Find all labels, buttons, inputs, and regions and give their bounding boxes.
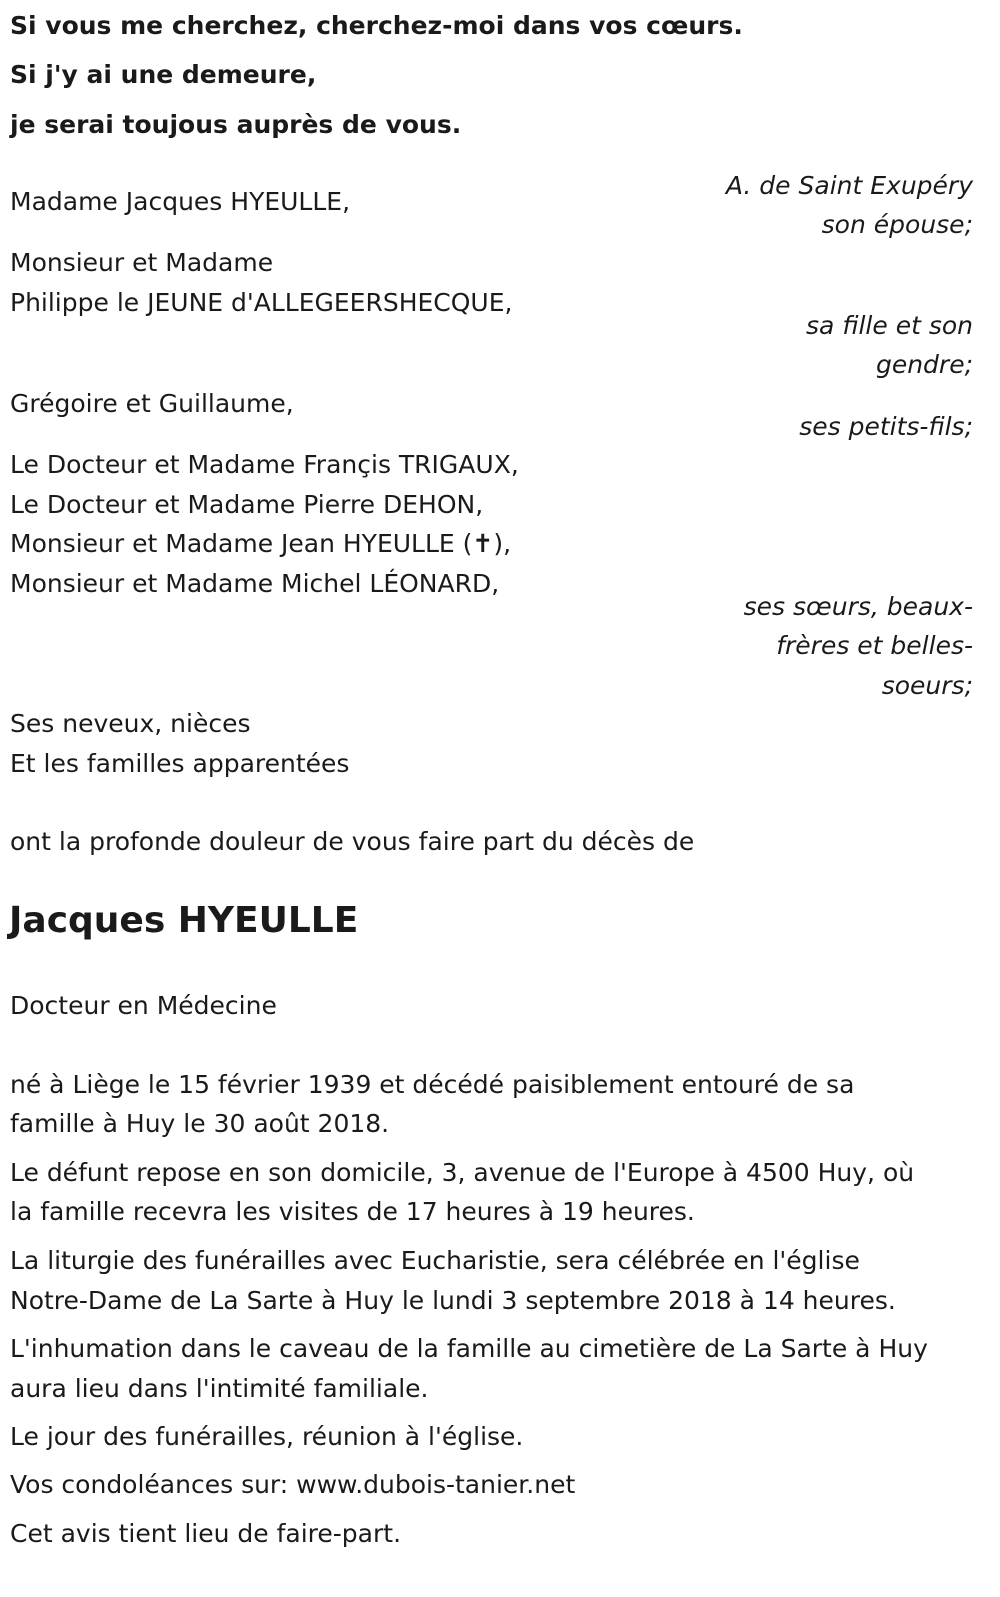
deceased-title: Docteur en Médecine <box>10 991 277 1020</box>
sibling-line-3: Monsieur et Madame Jean HYEULLE (✝), <box>10 529 512 558</box>
daughter-line-1: Monsieur et Madame <box>10 248 274 277</box>
meeting-line: Le jour des funérailles, réunion à l'église. <box>10 1422 524 1451</box>
deceased-name: Jacques HYEULLE <box>9 900 359 941</box>
sibling-line-2: Le Docteur et Madame Pierre DEHON, <box>10 490 484 519</box>
birth-line-1: né à Liège le 15 février 1939 et décédé paisiblement entouré de sa <box>10 1070 855 1099</box>
sibling-line-1: Le Docteur et Madame Françis TRIGAUX, <box>10 450 519 479</box>
siblings-role-line-3: soeurs; <box>881 671 973 700</box>
grandsons: Grégoire et Guillaume, <box>10 389 294 418</box>
grandsons-role: ses petits-fils; <box>799 412 973 441</box>
poem-author: A. de Saint Exupéry <box>725 171 973 200</box>
relatives-line-2: Et les familles apparentées <box>10 749 350 778</box>
repose-line-2: la famille recevra les visites de 17 heures à 19 heures. <box>10 1197 695 1226</box>
poem-line-1: Si vous me cherchez, cherchez-moi dans vos cœurs. <box>10 11 743 40</box>
daughter-line-2: Philippe le JEUNE d'ALLEGEERSHECQUE, <box>10 288 513 317</box>
poem-line-3: je serai toujous auprès de vous. <box>10 110 462 139</box>
sibling-line-4: Monsieur et Madame Michel LÉONARD, <box>10 569 500 598</box>
relatives-line-1: Ses neveux, nièces <box>10 709 251 738</box>
notice-line: Cet avis tient lieu de faire-part. <box>10 1519 402 1548</box>
burial-line-2: aura lieu dans l'intimité familiale. <box>10 1374 429 1403</box>
siblings-role-line-2: frères et belles- <box>776 631 973 660</box>
daughter-role-line-1: sa fille et son <box>806 311 973 340</box>
poem-line-2: Si j'y ai une demeure, <box>10 60 317 89</box>
siblings-role-line-1: ses sœurs, beaux- <box>743 592 973 621</box>
condolences-line: Vos condoléances sur: www.dubois-tanier.net <box>10 1470 576 1499</box>
daughter-role-line-2: gendre; <box>875 350 973 379</box>
announcement: ont la profonde douleur de vous faire part du décès de <box>10 827 695 856</box>
spouse-role: son épouse; <box>821 210 973 239</box>
liturgy-line-1: La liturgie des funérailles avec Eucharistie, sera célébrée en l'église <box>10 1246 860 1275</box>
burial-line-1: L'inhumation dans le caveau de la famille au cimetière de La Sarte à Huy <box>10 1334 928 1363</box>
liturgy-line-2: Notre-Dame de La Sarte à Huy le lundi 3 septembre 2018 à 14 heures. <box>10 1286 896 1315</box>
spouse-name: Madame Jacques HYEULLE, <box>10 187 351 216</box>
birth-line-2: famille à Huy le 30 août 2018. <box>10 1109 390 1138</box>
repose-line-1: Le défunt repose en son domicile, 3, avenue de l'Europe à 4500 Huy, où <box>10 1158 915 1187</box>
